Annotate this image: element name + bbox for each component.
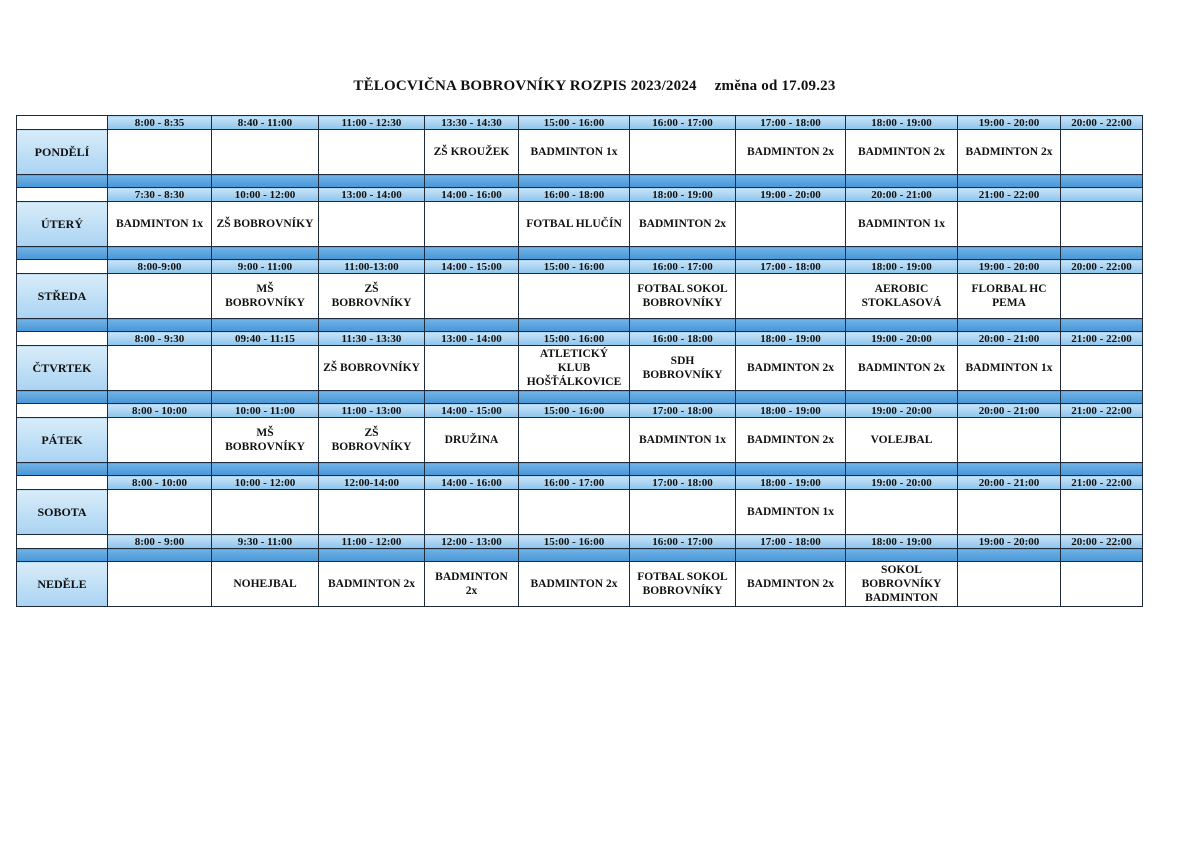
activity-cell — [108, 346, 212, 391]
activity-cell — [425, 274, 519, 319]
time-slot-cell: 19:00 - 20:00 — [958, 116, 1061, 130]
activity-row — [17, 562, 1143, 607]
blank-corner-cell — [17, 188, 108, 202]
separator-cell — [425, 247, 519, 260]
activity-cell — [212, 130, 319, 175]
time-slot-cell: 10:00 - 11:00 — [212, 404, 319, 418]
time-slot-row — [17, 332, 1143, 346]
time-slot-cell: 10:00 - 12:00 — [212, 476, 319, 490]
separator-row — [17, 175, 1143, 188]
activity-cell — [1061, 418, 1143, 463]
time-slot-row — [17, 476, 1143, 490]
separator-cell — [17, 549, 108, 562]
activity-cell: BADMINTON 2x — [319, 562, 425, 607]
activity-cell: BADMINTON 2x — [736, 346, 846, 391]
day-name-cell: PONDĚLÍ — [17, 130, 108, 175]
separator-cell — [630, 549, 736, 562]
activity-cell — [736, 202, 846, 247]
time-slot-row — [17, 260, 1143, 274]
time-slot-cell: 20:00 - 21:00 — [958, 476, 1061, 490]
time-slot-cell: 17:00 - 18:00 — [736, 116, 846, 130]
activity-cell: MŠ BOBROVNÍKY — [212, 418, 319, 463]
time-slot-cell: 8:00 - 8:35 — [108, 116, 212, 130]
activity-cell — [630, 130, 736, 175]
day-name-cell: NEDĚLE — [17, 562, 108, 607]
separator-cell — [519, 463, 630, 476]
time-slot-cell: 16:00 - 18:00 — [630, 332, 736, 346]
separator-cell — [1061, 247, 1143, 260]
activity-cell — [958, 202, 1061, 247]
separator-cell — [846, 319, 958, 332]
separator-cell — [108, 549, 212, 562]
activity-cell: BADMINTON 2x — [958, 130, 1061, 175]
time-slot-cell: 11:00 - 13:00 — [319, 404, 425, 418]
separator-cell — [846, 391, 958, 404]
time-slot-cell: 20:00 - 22:00 — [1061, 260, 1143, 274]
time-slot-cell: 20:00 - 21:00 — [958, 404, 1061, 418]
activity-row — [17, 274, 1143, 319]
time-slot-cell: 13:30 - 14:30 — [425, 116, 519, 130]
change-note: změna od 17.09.23 — [714, 78, 836, 94]
separator-cell — [212, 463, 319, 476]
activity-cell: FOTBAL SOKOL BOBROVNÍKY — [630, 562, 736, 607]
blank-corner-cell — [17, 260, 108, 274]
time-slot-cell: 20:00 - 22:00 — [1061, 116, 1143, 130]
activity-cell: MŠ BOBROVNÍKY — [212, 274, 319, 319]
time-slot-row — [17, 116, 1143, 130]
day-name-cell: ÚTERÝ — [17, 202, 108, 247]
time-slot-cell: 19:00 - 20:00 — [846, 476, 958, 490]
time-slot-cell: 16:00 - 17:00 — [630, 260, 736, 274]
day-name-cell: PÁTEK — [17, 418, 108, 463]
separator-cell — [319, 463, 425, 476]
separator-cell — [212, 247, 319, 260]
separator-cell — [425, 463, 519, 476]
activity-cell: ZŠ KROUŽEK — [425, 130, 519, 175]
time-slot-cell: 16:00 - 18:00 — [519, 188, 630, 202]
time-slot-cell: 8:00 - 10:00 — [108, 404, 212, 418]
time-slot-row — [17, 535, 1143, 549]
separator-cell — [108, 463, 212, 476]
separator-cell — [736, 391, 846, 404]
activity-cell — [108, 130, 212, 175]
separator-cell — [17, 175, 108, 188]
activity-cell — [1061, 130, 1143, 175]
activity-cell — [319, 490, 425, 535]
activity-cell — [319, 202, 425, 247]
activity-row — [17, 202, 1143, 247]
time-slot-cell: 21:00 - 22:00 — [958, 188, 1061, 202]
activity-cell: BADMINTON 1x — [108, 202, 212, 247]
separator-cell — [17, 391, 108, 404]
activity-cell: BADMINTON 1x — [519, 130, 630, 175]
separator-cell — [212, 549, 319, 562]
activity-cell: FOTBAL HLUČÍN — [519, 202, 630, 247]
separator-cell — [319, 175, 425, 188]
time-slot-cell: 18:00 - 19:00 — [846, 260, 958, 274]
day-name-cell: STŘEDA — [17, 274, 108, 319]
blank-corner-cell — [17, 476, 108, 490]
activity-cell — [519, 418, 630, 463]
time-slot-cell: 11:00 - 12:30 — [319, 116, 425, 130]
activity-cell: BADMINTON 1x — [846, 202, 958, 247]
separator-cell — [425, 391, 519, 404]
separator-cell — [519, 391, 630, 404]
blank-corner-cell — [17, 332, 108, 346]
activity-cell: BADMINTON 1x — [958, 346, 1061, 391]
time-slot-cell: 12:00 - 13:00 — [425, 535, 519, 549]
separator-cell — [519, 319, 630, 332]
separator-row — [17, 463, 1143, 476]
time-slot-cell: 8:00-9:00 — [108, 260, 212, 274]
activity-row — [17, 490, 1143, 535]
separator-row — [17, 247, 1143, 260]
time-slot-cell: 11:30 - 13:30 — [319, 332, 425, 346]
activity-cell: ATLETICKÝ KLUB HOŠŤÁLKOVICE — [519, 346, 630, 391]
time-slot-cell: 8:00 - 10:00 — [108, 476, 212, 490]
separator-cell — [736, 463, 846, 476]
activity-cell — [425, 490, 519, 535]
time-slot-cell: 20:00 - 21:00 — [958, 332, 1061, 346]
activity-row — [17, 346, 1143, 391]
separator-row — [17, 391, 1143, 404]
time-slot-cell: 8:40 - 11:00 — [212, 116, 319, 130]
blank-corner-cell — [17, 116, 108, 130]
time-slot-cell: 18:00 - 19:00 — [846, 535, 958, 549]
time-slot-cell: 09:40 - 11:15 — [212, 332, 319, 346]
activity-cell — [519, 490, 630, 535]
time-slot-cell: 21:00 - 22:00 — [1061, 332, 1143, 346]
separator-cell — [736, 175, 846, 188]
separator-cell — [1061, 549, 1143, 562]
activity-cell — [736, 274, 846, 319]
activity-cell: ZŠ BOBROVNÍKY — [319, 346, 425, 391]
activity-cell: BADMINTON 2x — [736, 130, 846, 175]
activity-cell — [1061, 562, 1143, 607]
time-slot-cell: 14:00 - 16:00 — [425, 476, 519, 490]
time-slot-cell: 8:00 - 9:00 — [108, 535, 212, 549]
schedule-title: TĚLOCVIČNA BOBROVNÍKY ROZPIS 2023/2024 — [353, 78, 697, 94]
separator-cell — [319, 549, 425, 562]
time-slot-cell: 12:00-14:00 — [319, 476, 425, 490]
day-name-cell: ČTVRTEK — [17, 346, 108, 391]
time-slot-cell: 19:00 - 20:00 — [958, 260, 1061, 274]
activity-cell: ZŠ BOBROVNÍKY — [319, 274, 425, 319]
time-slot-cell: 14:00 - 16:00 — [425, 188, 519, 202]
separator-cell — [319, 319, 425, 332]
activity-cell — [1061, 274, 1143, 319]
activity-cell: BADMINTON 1x — [630, 418, 736, 463]
activity-cell — [212, 490, 319, 535]
separator-cell — [108, 391, 212, 404]
time-slot-cell: 18:00 - 19:00 — [736, 476, 846, 490]
activity-cell: VOLEJBAL — [846, 418, 958, 463]
time-slot-cell: 9:30 - 11:00 — [212, 535, 319, 549]
separator-cell — [212, 319, 319, 332]
separator-cell — [17, 463, 108, 476]
time-slot-cell: 21:00 - 22:00 — [1061, 404, 1143, 418]
separator-cell — [958, 175, 1061, 188]
activity-cell: BADMINTON 2x — [846, 346, 958, 391]
separator-cell — [108, 175, 212, 188]
separator-cell — [846, 247, 958, 260]
separator-cell — [846, 549, 958, 562]
time-slot-cell: 15:00 - 16:00 — [519, 535, 630, 549]
time-slot-row — [17, 188, 1143, 202]
activity-cell: ZŠ BOBROVNÍKY — [319, 418, 425, 463]
activity-cell — [319, 130, 425, 175]
separator-cell — [1061, 319, 1143, 332]
separator-cell — [108, 319, 212, 332]
separator-cell — [425, 549, 519, 562]
separator-cell — [958, 549, 1061, 562]
activity-cell: ZŠ BOBROVNÍKY — [212, 202, 319, 247]
time-slot-cell: 20:00 - 22:00 — [1061, 535, 1143, 549]
activity-cell — [958, 490, 1061, 535]
time-slot-cell: 18:00 - 19:00 — [736, 404, 846, 418]
activity-row — [17, 130, 1143, 175]
activity-cell — [108, 562, 212, 607]
time-slot-cell: 20:00 - 21:00 — [846, 188, 958, 202]
activity-cell: DRUŽINA — [425, 418, 519, 463]
time-slot-cell: 15:00 - 16:00 — [519, 332, 630, 346]
time-slot-cell: 11:00 - 12:00 — [319, 535, 425, 549]
time-slot-cell: 19:00 - 20:00 — [958, 535, 1061, 549]
activity-cell — [1061, 346, 1143, 391]
time-slot-cell: 15:00 - 16:00 — [519, 404, 630, 418]
time-slot-cell: 17:00 - 18:00 — [736, 535, 846, 549]
activity-cell — [958, 562, 1061, 607]
separator-cell — [736, 247, 846, 260]
time-slot-cell: 13:00 - 14:00 — [425, 332, 519, 346]
separator-cell — [519, 175, 630, 188]
time-slot-row — [17, 404, 1143, 418]
time-slot-cell: 16:00 - 17:00 — [630, 116, 736, 130]
activity-cell: BADMINTON 2x — [846, 130, 958, 175]
separator-cell — [958, 319, 1061, 332]
activity-cell — [1061, 490, 1143, 535]
separator-cell — [958, 247, 1061, 260]
time-slot-cell: 11:00-13:00 — [319, 260, 425, 274]
separator-cell — [630, 319, 736, 332]
time-slot-cell: 15:00 - 16:00 — [519, 260, 630, 274]
activity-cell: BADMINTON 1x — [736, 490, 846, 535]
activity-cell: BADMINTON 2x — [630, 202, 736, 247]
separator-cell — [846, 175, 958, 188]
activity-cell: SOKOL BOBROVNÍKY BADMINTON — [846, 562, 958, 607]
time-slot-cell: 18:00 - 19:00 — [846, 116, 958, 130]
activity-cell — [108, 418, 212, 463]
activity-cell — [425, 202, 519, 247]
activity-cell — [108, 274, 212, 319]
time-slot-cell: 18:00 - 19:00 — [736, 332, 846, 346]
activity-cell: AEROBIC STOKLASOVÁ — [846, 274, 958, 319]
separator-cell — [630, 175, 736, 188]
separator-cell — [958, 391, 1061, 404]
separator-cell — [108, 247, 212, 260]
day-name-cell: SOBOTA — [17, 490, 108, 535]
activity-cell: SDH BOBROVNÍKY — [630, 346, 736, 391]
activity-cell — [1061, 202, 1143, 247]
time-slot-cell: 14:00 - 15:00 — [425, 404, 519, 418]
time-slot-cell: 15:00 - 16:00 — [519, 116, 630, 130]
separator-cell — [958, 463, 1061, 476]
time-slot-cell: 17:00 - 18:00 — [630, 476, 736, 490]
separator-cell — [1061, 175, 1143, 188]
separator-cell — [425, 319, 519, 332]
time-slot-cell: 8:00 - 9:30 — [108, 332, 212, 346]
blank-corner-cell — [17, 404, 108, 418]
separator-cell — [519, 247, 630, 260]
activity-cell: BADMINTON 2x — [736, 418, 846, 463]
activity-cell — [519, 274, 630, 319]
separator-cell — [319, 247, 425, 260]
activity-cell: NOHEJBAL — [212, 562, 319, 607]
separator-cell — [630, 463, 736, 476]
page-title — [0, 78, 1189, 95]
time-slot-cell: 7:30 - 8:30 — [108, 188, 212, 202]
separator-cell — [736, 549, 846, 562]
separator-cell — [17, 247, 108, 260]
separator-cell — [736, 319, 846, 332]
time-slot-cell: 19:00 - 20:00 — [736, 188, 846, 202]
activity-row — [17, 418, 1143, 463]
separator-cell — [630, 391, 736, 404]
separator-cell — [519, 549, 630, 562]
activity-cell: FOTBAL SOKOL BOBROVNÍKY — [630, 274, 736, 319]
separator-cell — [1061, 463, 1143, 476]
activity-cell: BADMINTON 2x — [519, 562, 630, 607]
schedule-table — [16, 115, 1143, 607]
time-slot-cell: 16:00 - 17:00 — [630, 535, 736, 549]
time-slot-cell — [1061, 188, 1143, 202]
activity-cell — [425, 346, 519, 391]
time-slot-cell: 14:00 - 15:00 — [425, 260, 519, 274]
separator-row — [17, 319, 1143, 332]
activity-cell — [958, 418, 1061, 463]
activity-cell: BADMINTON 2x — [425, 562, 519, 607]
blank-corner-cell — [17, 535, 108, 549]
time-slot-cell: 17:00 - 18:00 — [630, 404, 736, 418]
time-slot-cell: 17:00 - 18:00 — [736, 260, 846, 274]
time-slot-cell: 21:00 - 22:00 — [1061, 476, 1143, 490]
activity-cell — [212, 346, 319, 391]
activity-cell — [108, 490, 212, 535]
time-slot-cell: 16:00 - 17:00 — [519, 476, 630, 490]
time-slot-cell: 9:00 - 11:00 — [212, 260, 319, 274]
time-slot-cell: 18:00 - 19:00 — [630, 188, 736, 202]
time-slot-cell: 13:00 - 14:00 — [319, 188, 425, 202]
separator-cell — [212, 175, 319, 188]
separator-cell — [425, 175, 519, 188]
activity-cell: BADMINTON 2x — [736, 562, 846, 607]
separator-cell — [1061, 391, 1143, 404]
time-slot-cell: 19:00 - 20:00 — [846, 404, 958, 418]
separator-cell — [319, 391, 425, 404]
separator-cell — [212, 391, 319, 404]
separator-cell — [17, 319, 108, 332]
separator-row — [17, 549, 1143, 562]
time-slot-cell: 19:00 - 20:00 — [846, 332, 958, 346]
activity-cell — [846, 490, 958, 535]
activity-cell — [630, 490, 736, 535]
separator-cell — [846, 463, 958, 476]
separator-cell — [630, 247, 736, 260]
time-slot-cell: 10:00 - 12:00 — [212, 188, 319, 202]
activity-cell: FLORBAL HC PEMA — [958, 274, 1061, 319]
